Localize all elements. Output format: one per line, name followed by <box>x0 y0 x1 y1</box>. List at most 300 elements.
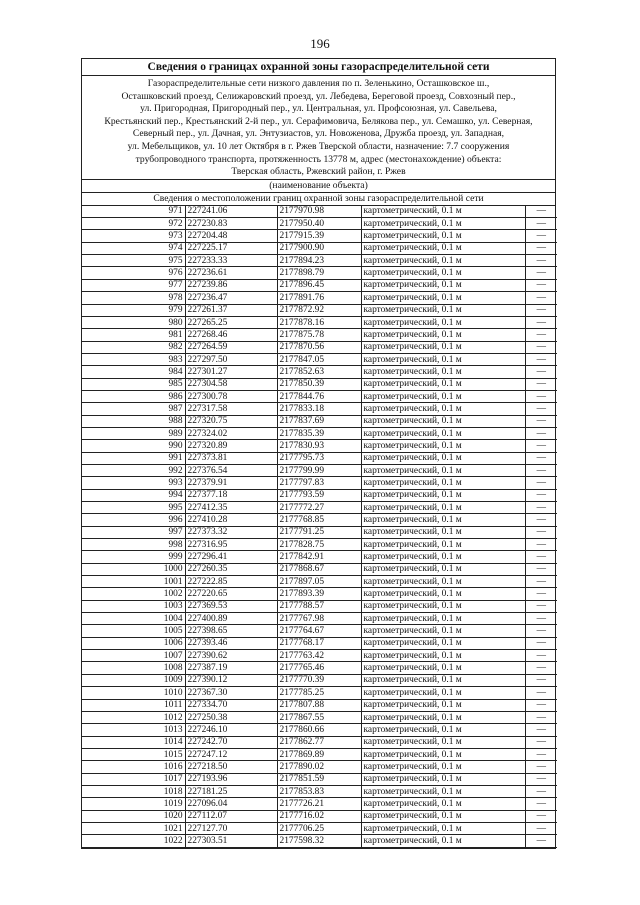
table-row <box>82 810 557 822</box>
y-coordinate-cell: 2177598.32 <box>277 835 361 847</box>
method-accuracy-cell: картометрический, 0.1 м <box>361 218 525 230</box>
y-coordinate-cell: 2177765.46 <box>277 662 361 674</box>
note-cell: — <box>525 242 557 254</box>
table-row <box>82 576 557 588</box>
point-number-cell: 1012 <box>82 711 185 723</box>
table-row <box>82 279 557 291</box>
note-cell: — <box>525 613 557 625</box>
y-coordinate-cell: 2177868.67 <box>277 563 361 575</box>
table-row <box>82 304 557 316</box>
x-coordinate-cell: 227324.02 <box>185 427 277 439</box>
point-number-cell: 989 <box>82 427 185 439</box>
y-coordinate-cell: 2177896.45 <box>277 279 361 291</box>
object-name-caption: (наименование объекта) <box>82 179 555 192</box>
note-cell: — <box>525 810 557 822</box>
page-number: 196 <box>310 36 330 51</box>
table-row <box>82 440 557 452</box>
table-row <box>82 489 557 501</box>
point-number-cell: 998 <box>82 539 185 551</box>
method-accuracy-cell: картометрический, 0.1 м <box>361 304 525 316</box>
x-coordinate-cell: 227303.51 <box>185 835 277 847</box>
method-accuracy-cell: картометрический, 0.1 м <box>361 625 525 637</box>
table-row <box>82 230 557 242</box>
x-coordinate-cell: 227367.30 <box>185 687 277 699</box>
method-accuracy-cell: картометрический, 0.1 м <box>361 637 525 649</box>
method-accuracy-cell: картометрический, 0.1 м <box>361 563 525 575</box>
note-cell: — <box>525 230 557 242</box>
table-row <box>82 724 557 736</box>
table-row <box>82 292 557 304</box>
note-cell: — <box>525 798 557 810</box>
y-coordinate-cell: 2177830.93 <box>277 440 361 452</box>
point-number-cell: 993 <box>82 477 185 489</box>
method-accuracy-cell: картометрический, 0.1 м <box>361 502 525 514</box>
table-row <box>82 637 557 649</box>
x-coordinate-cell: 227225.17 <box>185 242 277 254</box>
note-cell: — <box>525 353 557 365</box>
y-coordinate-cell: 2177853.83 <box>277 785 361 797</box>
point-number-cell: 1005 <box>82 625 185 637</box>
method-accuracy-cell: картометрический, 0.1 м <box>361 206 525 218</box>
y-coordinate-cell: 2177842.91 <box>277 551 361 563</box>
y-coordinate-cell: 2177807.88 <box>277 699 361 711</box>
x-coordinate-cell: 227373.81 <box>185 452 277 464</box>
table-row <box>82 329 557 341</box>
x-coordinate-cell: 227193.96 <box>185 773 277 785</box>
table-row <box>82 427 557 439</box>
table-row <box>82 206 557 218</box>
method-accuracy-cell: картометрический, 0.1 м <box>361 822 525 834</box>
method-accuracy-cell: картометрический, 0.1 м <box>361 576 525 588</box>
table-row <box>82 526 557 538</box>
table-row <box>82 378 557 390</box>
table-row <box>82 502 557 514</box>
method-accuracy-cell: картометрический, 0.1 м <box>361 773 525 785</box>
y-coordinate-cell: 2177878.16 <box>277 316 361 328</box>
table-row <box>82 341 557 353</box>
note-cell: — <box>525 267 557 279</box>
x-coordinate-cell: 227304.58 <box>185 378 277 390</box>
y-coordinate-cell: 2177891.76 <box>277 292 361 304</box>
table-row <box>82 539 557 551</box>
point-number-cell: 997 <box>82 526 185 538</box>
table-row <box>82 242 557 254</box>
y-coordinate-cell: 2177768.17 <box>277 637 361 649</box>
method-accuracy-cell: картометрический, 0.1 м <box>361 230 525 242</box>
table-row <box>82 551 557 563</box>
point-number-cell: 1003 <box>82 600 185 612</box>
point-number-cell: 976 <box>82 267 185 279</box>
method-accuracy-cell: картометрический, 0.1 м <box>361 674 525 686</box>
coordinates-table <box>82 206 557 848</box>
note-cell: — <box>525 724 557 736</box>
point-number-cell: 990 <box>82 440 185 452</box>
method-accuracy-cell: картометрический, 0.1 м <box>361 711 525 723</box>
table-row <box>82 699 557 711</box>
method-accuracy-cell: картометрический, 0.1 м <box>361 514 525 526</box>
x-coordinate-cell: 227320.89 <box>185 440 277 452</box>
description-line: Северный пер., ул. Дачная, ул. Энтузиастов, ул. Новоженова, Дружба проезд, ул. Западная, <box>132 128 505 140</box>
point-number-cell: 977 <box>82 279 185 291</box>
x-coordinate-cell: 227236.61 <box>185 267 277 279</box>
x-coordinate-cell: 227316.95 <box>185 539 277 551</box>
point-number-cell: 985 <box>82 378 185 390</box>
point-number-cell: 1002 <box>82 588 185 600</box>
table-row <box>82 390 557 402</box>
method-accuracy-cell: картометрический, 0.1 м <box>361 242 525 254</box>
y-coordinate-cell: 2177872.92 <box>277 304 361 316</box>
y-coordinate-cell: 2177770.39 <box>277 674 361 686</box>
table-row <box>82 218 557 230</box>
x-coordinate-cell: 227239.86 <box>185 279 277 291</box>
y-coordinate-cell: 2177791.25 <box>277 526 361 538</box>
x-coordinate-cell: 227393.46 <box>185 637 277 649</box>
point-number-cell: 973 <box>82 230 185 242</box>
point-number-cell: 1000 <box>82 563 185 575</box>
note-cell: — <box>525 292 557 304</box>
point-number-cell: 987 <box>82 403 185 415</box>
x-coordinate-cell: 227222.85 <box>185 576 277 588</box>
y-coordinate-cell: 2177788.57 <box>277 600 361 612</box>
note-cell: — <box>525 464 557 476</box>
note-cell: — <box>525 822 557 834</box>
note-cell: — <box>525 415 557 427</box>
note-cell: — <box>525 600 557 612</box>
x-coordinate-cell: 227247.12 <box>185 748 277 760</box>
object-description <box>82 76 555 179</box>
note-cell: — <box>525 526 557 538</box>
method-accuracy-cell: картометрический, 0.1 м <box>361 798 525 810</box>
point-number-cell: 995 <box>82 502 185 514</box>
x-coordinate-cell: 227241.06 <box>185 206 277 218</box>
y-coordinate-cell: 2177875.78 <box>277 329 361 341</box>
point-number-cell: 974 <box>82 242 185 254</box>
note-cell: — <box>525 687 557 699</box>
point-number-cell: 982 <box>82 341 185 353</box>
y-coordinate-cell: 2177844.76 <box>277 390 361 402</box>
x-coordinate-cell: 227297.50 <box>185 353 277 365</box>
point-number-cell: 1009 <box>82 674 185 686</box>
x-coordinate-cell: 227377.18 <box>185 489 277 501</box>
table-row <box>82 711 557 723</box>
x-coordinate-cell: 227096.04 <box>185 798 277 810</box>
table-row <box>82 588 557 600</box>
y-coordinate-cell: 2177950.40 <box>277 218 361 230</box>
table-row <box>82 415 557 427</box>
method-accuracy-cell: картометрический, 0.1 м <box>361 761 525 773</box>
point-number-cell: 1019 <box>82 798 185 810</box>
point-number-cell: 1022 <box>82 835 185 847</box>
note-cell: — <box>525 539 557 551</box>
table-row <box>82 674 557 686</box>
x-coordinate-cell: 227301.27 <box>185 366 277 378</box>
method-accuracy-cell: картометрический, 0.1 м <box>361 551 525 563</box>
x-coordinate-cell: 227220.65 <box>185 588 277 600</box>
method-accuracy-cell: картометрический, 0.1 м <box>361 724 525 736</box>
x-coordinate-cell: 227390.12 <box>185 674 277 686</box>
y-coordinate-cell: 2177706.25 <box>277 822 361 834</box>
method-accuracy-cell: картометрический, 0.1 м <box>361 427 525 439</box>
point-number-cell: 972 <box>82 218 185 230</box>
table-row <box>82 650 557 662</box>
method-accuracy-cell: картометрический, 0.1 м <box>361 267 525 279</box>
note-cell: — <box>525 452 557 464</box>
method-accuracy-cell: картометрический, 0.1 м <box>361 477 525 489</box>
table-row <box>82 316 557 328</box>
table-row <box>82 600 557 612</box>
y-coordinate-cell: 2177795.73 <box>277 452 361 464</box>
method-accuracy-cell: картометрический, 0.1 м <box>361 279 525 291</box>
point-number-cell: 999 <box>82 551 185 563</box>
note-cell: — <box>525 502 557 514</box>
method-accuracy-cell: картометрический, 0.1 м <box>361 292 525 304</box>
y-coordinate-cell: 2177726.21 <box>277 798 361 810</box>
note-cell: — <box>525 835 557 847</box>
note-cell: — <box>525 514 557 526</box>
method-accuracy-cell: картометрический, 0.1 м <box>361 403 525 415</box>
x-coordinate-cell: 227317.58 <box>185 403 277 415</box>
x-coordinate-cell: 227376.54 <box>185 464 277 476</box>
method-accuracy-cell: картометрический, 0.1 м <box>361 353 525 365</box>
note-cell: — <box>525 341 557 353</box>
x-coordinate-cell: 227233.33 <box>185 255 277 267</box>
method-accuracy-cell: картометрический, 0.1 м <box>361 489 525 501</box>
point-number-cell: 996 <box>82 514 185 526</box>
method-accuracy-cell: картометрический, 0.1 м <box>361 662 525 674</box>
y-coordinate-cell: 2177828.75 <box>277 539 361 551</box>
note-cell: — <box>525 255 557 267</box>
point-number-cell: 1007 <box>82 650 185 662</box>
y-coordinate-cell: 2177833.18 <box>277 403 361 415</box>
y-coordinate-cell: 2177893.39 <box>277 588 361 600</box>
note-cell: — <box>525 403 557 415</box>
point-number-cell: 986 <box>82 390 185 402</box>
y-coordinate-cell: 2177970.98 <box>277 206 361 218</box>
point-number-cell: 994 <box>82 489 185 501</box>
point-number-cell: 991 <box>82 452 185 464</box>
x-coordinate-cell: 227412.35 <box>185 502 277 514</box>
y-coordinate-cell: 2177847.05 <box>277 353 361 365</box>
table-row <box>82 773 557 785</box>
point-number-cell: 984 <box>82 366 185 378</box>
y-coordinate-cell: 2177890.02 <box>277 761 361 773</box>
point-number-cell: 1001 <box>82 576 185 588</box>
method-accuracy-cell: картометрический, 0.1 м <box>361 440 525 452</box>
table-row <box>82 798 557 810</box>
note-cell: — <box>525 761 557 773</box>
y-coordinate-cell: 2177862.77 <box>277 736 361 748</box>
table-row <box>82 255 557 267</box>
y-coordinate-cell: 2177767.98 <box>277 613 361 625</box>
y-coordinate-cell: 2177897.05 <box>277 576 361 588</box>
x-coordinate-cell: 227265.25 <box>185 316 277 328</box>
method-accuracy-cell: картометрический, 0.1 м <box>361 464 525 476</box>
x-coordinate-cell: 227320.75 <box>185 415 277 427</box>
method-accuracy-cell: картометрический, 0.1 м <box>361 415 525 427</box>
boundary-location-subtitle: Сведения о местоположении границ охранной зоны газораспределительной сети <box>82 192 555 206</box>
x-coordinate-cell: 227268.46 <box>185 329 277 341</box>
point-number-cell: 992 <box>82 464 185 476</box>
note-cell: — <box>525 748 557 760</box>
point-number-cell: 981 <box>82 329 185 341</box>
note-cell: — <box>525 736 557 748</box>
x-coordinate-cell: 227260.35 <box>185 563 277 575</box>
method-accuracy-cell: картометрический, 0.1 м <box>361 810 525 822</box>
table-row <box>82 353 557 365</box>
x-coordinate-cell: 227300.78 <box>185 390 277 402</box>
note-cell: — <box>525 316 557 328</box>
y-coordinate-cell: 2177860.66 <box>277 724 361 736</box>
x-coordinate-cell: 227112.07 <box>185 810 277 822</box>
x-coordinate-cell: 227373.32 <box>185 526 277 538</box>
x-coordinate-cell: 227369.53 <box>185 600 277 612</box>
y-coordinate-cell: 2177900.90 <box>277 242 361 254</box>
y-coordinate-cell: 2177763.42 <box>277 650 361 662</box>
point-number-cell: 1014 <box>82 736 185 748</box>
x-coordinate-cell: 227390.62 <box>185 650 277 662</box>
method-accuracy-cell: картометрический, 0.1 м <box>361 748 525 760</box>
document-title: Сведения о границах охранной зоны газораспределительной сети <box>82 59 555 76</box>
note-cell: — <box>525 563 557 575</box>
point-number-cell: 978 <box>82 292 185 304</box>
point-number-cell: 1004 <box>82 613 185 625</box>
note-cell: — <box>525 218 557 230</box>
y-coordinate-cell: 2177797.83 <box>277 477 361 489</box>
x-coordinate-cell: 227204.48 <box>185 230 277 242</box>
y-coordinate-cell: 2177869.89 <box>277 748 361 760</box>
x-coordinate-cell: 227230.83 <box>185 218 277 230</box>
point-number-cell: 1008 <box>82 662 185 674</box>
description-line: трубопроводного транспорта, протяженность 13778 м, адрес (местонахождение) объекта: <box>135 153 502 165</box>
table-row <box>82 736 557 748</box>
table-row <box>82 613 557 625</box>
x-coordinate-cell: 227264.59 <box>185 341 277 353</box>
table-row <box>82 822 557 834</box>
point-number-cell: 1020 <box>82 810 185 822</box>
method-accuracy-cell: картометрический, 0.1 м <box>361 452 525 464</box>
note-cell: — <box>525 279 557 291</box>
y-coordinate-cell: 2177799.99 <box>277 464 361 476</box>
note-cell: — <box>525 427 557 439</box>
y-coordinate-cell: 2177764.67 <box>277 625 361 637</box>
description-line: Тверская область, Ржевский район, г. Ржев <box>231 166 406 178</box>
x-coordinate-cell: 227127.70 <box>185 822 277 834</box>
point-number-cell: 1010 <box>82 687 185 699</box>
note-cell: — <box>525 366 557 378</box>
description-line: ул. Пригородная, Пригородный пер., ул. Центральная, ул. Профсоюзная, ул. Савельева, <box>140 103 497 115</box>
table-row <box>82 452 557 464</box>
point-number-cell: 980 <box>82 316 185 328</box>
note-cell: — <box>525 489 557 501</box>
point-number-cell: 1018 <box>82 785 185 797</box>
point-number-cell: 1016 <box>82 761 185 773</box>
point-number-cell: 1015 <box>82 748 185 760</box>
point-number-cell: 971 <box>82 206 185 218</box>
coordinates-table-body <box>82 206 557 847</box>
description-line: Осташковский проезд, Селижаровский проезд, ул. Лебедева, Береговой проезд, Совхозный пер., <box>121 90 516 102</box>
method-accuracy-cell: картометрический, 0.1 м <box>361 687 525 699</box>
table-row <box>82 464 557 476</box>
note-cell: — <box>525 390 557 402</box>
y-coordinate-cell: 2177768.85 <box>277 514 361 526</box>
note-cell: — <box>525 773 557 785</box>
y-coordinate-cell: 2177793.59 <box>277 489 361 501</box>
point-number-cell: 1006 <box>82 637 185 649</box>
point-number-cell: 1011 <box>82 699 185 711</box>
method-accuracy-cell: картометрический, 0.1 м <box>361 378 525 390</box>
x-coordinate-cell: 227246.10 <box>185 724 277 736</box>
note-cell: — <box>525 440 557 452</box>
table-row <box>82 403 557 415</box>
y-coordinate-cell: 2177716.02 <box>277 810 361 822</box>
method-accuracy-cell: картометрический, 0.1 м <box>361 588 525 600</box>
note-cell: — <box>525 699 557 711</box>
table-row <box>82 366 557 378</box>
y-coordinate-cell: 2177894.23 <box>277 255 361 267</box>
x-coordinate-cell: 227400.89 <box>185 613 277 625</box>
method-accuracy-cell: картометрический, 0.1 м <box>361 785 525 797</box>
point-number-cell: 983 <box>82 353 185 365</box>
note-cell: — <box>525 785 557 797</box>
y-coordinate-cell: 2177850.39 <box>277 378 361 390</box>
point-number-cell: 1017 <box>82 773 185 785</box>
method-accuracy-cell: картометрический, 0.1 м <box>361 613 525 625</box>
x-coordinate-cell: 227236.47 <box>185 292 277 304</box>
boundary-info-sheet <box>81 58 556 849</box>
x-coordinate-cell: 227250.38 <box>185 711 277 723</box>
y-coordinate-cell: 2177835.39 <box>277 427 361 439</box>
method-accuracy-cell: картометрический, 0.1 м <box>361 366 525 378</box>
y-coordinate-cell: 2177852.63 <box>277 366 361 378</box>
x-coordinate-cell: 227334.70 <box>185 699 277 711</box>
note-cell: — <box>525 477 557 489</box>
method-accuracy-cell: картометрический, 0.1 м <box>361 526 525 538</box>
note-cell: — <box>525 637 557 649</box>
point-number-cell: 975 <box>82 255 185 267</box>
x-coordinate-cell: 227181.25 <box>185 785 277 797</box>
table-row <box>82 267 557 279</box>
note-cell: — <box>525 304 557 316</box>
note-cell: — <box>525 576 557 588</box>
note-cell: — <box>525 378 557 390</box>
y-coordinate-cell: 2177898.79 <box>277 267 361 279</box>
x-coordinate-cell: 227242.70 <box>185 736 277 748</box>
table-row <box>82 477 557 489</box>
x-coordinate-cell: 227296.41 <box>185 551 277 563</box>
description-line: Газораспределительные сети низкого давления по п. Зеленькино, Осташковское ш., <box>147 78 490 89</box>
method-accuracy-cell: картометрический, 0.1 м <box>361 316 525 328</box>
table-row <box>82 662 557 674</box>
y-coordinate-cell: 2177870.56 <box>277 341 361 353</box>
table-row <box>82 514 557 526</box>
description-line: ул. Мебельщиков, ул. 10 лет Октября в г. Ржев Тверской области, назначение: 7.7 сооружения <box>127 140 510 152</box>
table-row <box>82 835 557 847</box>
y-coordinate-cell: 2177851.59 <box>277 773 361 785</box>
x-coordinate-cell: 227410.28 <box>185 514 277 526</box>
method-accuracy-cell: картометрический, 0.1 м <box>361 390 525 402</box>
point-number-cell: 1021 <box>82 822 185 834</box>
note-cell: — <box>525 650 557 662</box>
method-accuracy-cell: картометрический, 0.1 м <box>361 699 525 711</box>
note-cell: — <box>525 551 557 563</box>
table-row <box>82 563 557 575</box>
point-number-cell: 979 <box>82 304 185 316</box>
method-accuracy-cell: картометрический, 0.1 м <box>361 600 525 612</box>
x-coordinate-cell: 227387.19 <box>185 662 277 674</box>
x-coordinate-cell: 227261.37 <box>185 304 277 316</box>
note-cell: — <box>525 206 557 218</box>
x-coordinate-cell: 227379.91 <box>185 477 277 489</box>
